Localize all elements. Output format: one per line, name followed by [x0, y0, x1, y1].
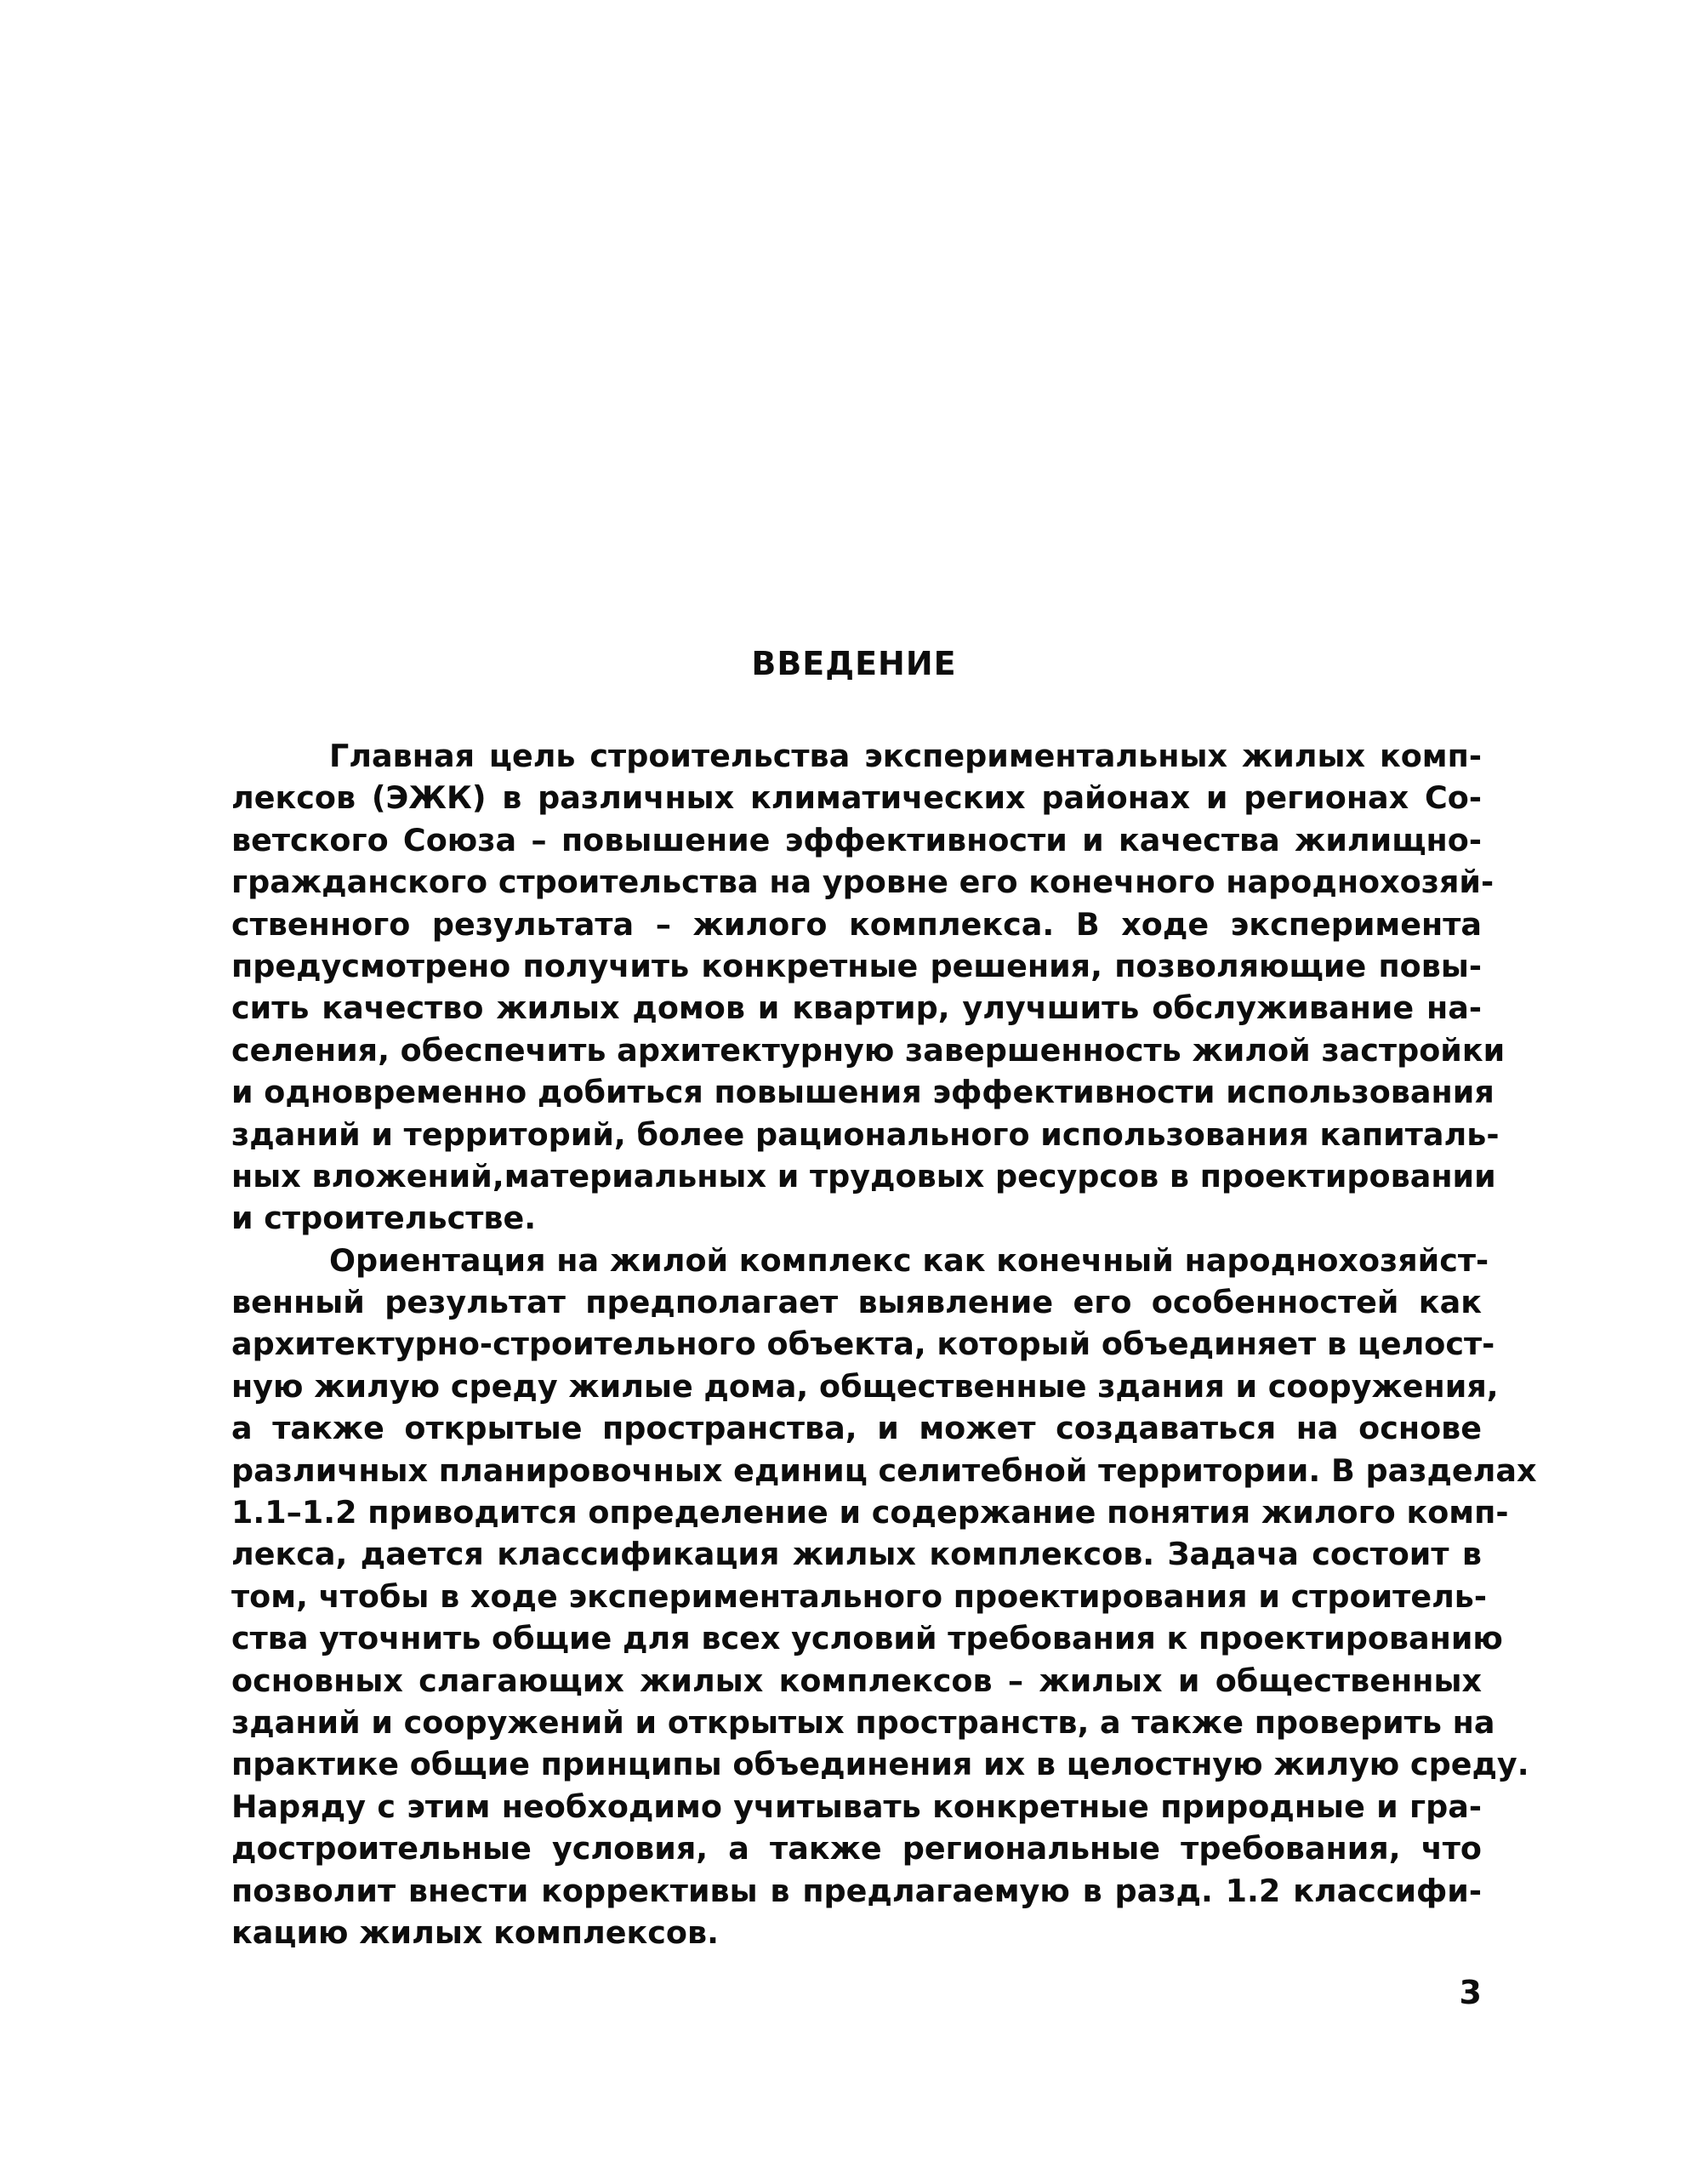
text-line: достроительные условия, а также региональные требования, что [231, 1830, 1482, 1867]
text-line: лекса, дается классификация жилых комплексов. Задача состоит в [231, 1536, 1482, 1573]
text-line: селения, обеспечить архитектурную завершенность жилой застройки [231, 1031, 1506, 1069]
body-text [231, 735, 1537, 1953]
text-line: лексов (ЭЖК) в различных климатических районах и регионах Со- [231, 779, 1482, 817]
text-line: ную жилую среду жилые дома, общественные здания и сооружения, [231, 1367, 1499, 1405]
text-line: практике общие принципы объединения их в целостную жилую среду. [231, 1746, 1529, 1783]
text-line: и одновременно добиться повышения эффективности использования [231, 1074, 1494, 1111]
text-line: основных слагающих жилых комплексов – жилых и общественных [231, 1662, 1482, 1699]
text-line: предусмотрено получить конкретные решения, позволяющие повы- [231, 947, 1482, 984]
text-line: сить качество жилых домов и квартир, улучшить обслуживание на- [231, 989, 1482, 1027]
section-title: ВВЕДЕНИЕ [751, 645, 957, 682]
text-line: венный результат предполагает выявление его особенностей как [231, 1284, 1482, 1321]
text-line: а также открытые пространства, и может создаваться на основе [231, 1410, 1482, 1447]
text-line: 1.1–1.2 приводится определение и содержание понятия жилого комп- [231, 1494, 1509, 1531]
text-line: зданий и сооружений и открытых пространств, а также проверить на [231, 1703, 1495, 1741]
page-number: 3 [1459, 1974, 1482, 2011]
text-line: том, чтобы в ходе экспериментального проектирования и строитель- [231, 1577, 1488, 1615]
text-line: и строительстве. [231, 1200, 537, 1237]
text-line: зданий и территорий, более рационального использования капиталь- [231, 1115, 1500, 1153]
text-line: позволит внести коррективы в предлагаемую в разд. 1.2 классифи- [231, 1872, 1482, 1909]
paragraph-2 [231, 1240, 1537, 1954]
text-line: Ориентация на жилой комплекс как конечный народнохозяйст- [329, 1241, 1489, 1279]
text-line: ветского Союза – повышение эффективности и качества жилищно- [231, 821, 1482, 858]
paragraph-1 [231, 735, 1506, 1240]
text-line: гражданского строительства на уровне его конечного народнохозяй- [231, 864, 1494, 901]
text-line: ства уточнить общие для всех условий требования к проектированию [231, 1620, 1503, 1657]
text-line: Наряду с этим необходимо учитывать конкретные природные и гра- [231, 1788, 1482, 1825]
text-line: архитектурно-строительного объекта, который объединяет в целост- [231, 1326, 1495, 1363]
text-line: ственного результата – жилого комплекса. В ходе эксперимента [231, 905, 1482, 943]
text-line: ных вложений,материальных и трудовых ресурсов в проектировании [231, 1157, 1496, 1195]
text-line: кацию жилых комплексов. [231, 1913, 719, 1951]
text-line: Главная цель строительства экспериментальных жилых комп- [329, 738, 1482, 774]
text-line: различных планировочных единиц селитебной территории. В разделах [231, 1451, 1537, 1489]
